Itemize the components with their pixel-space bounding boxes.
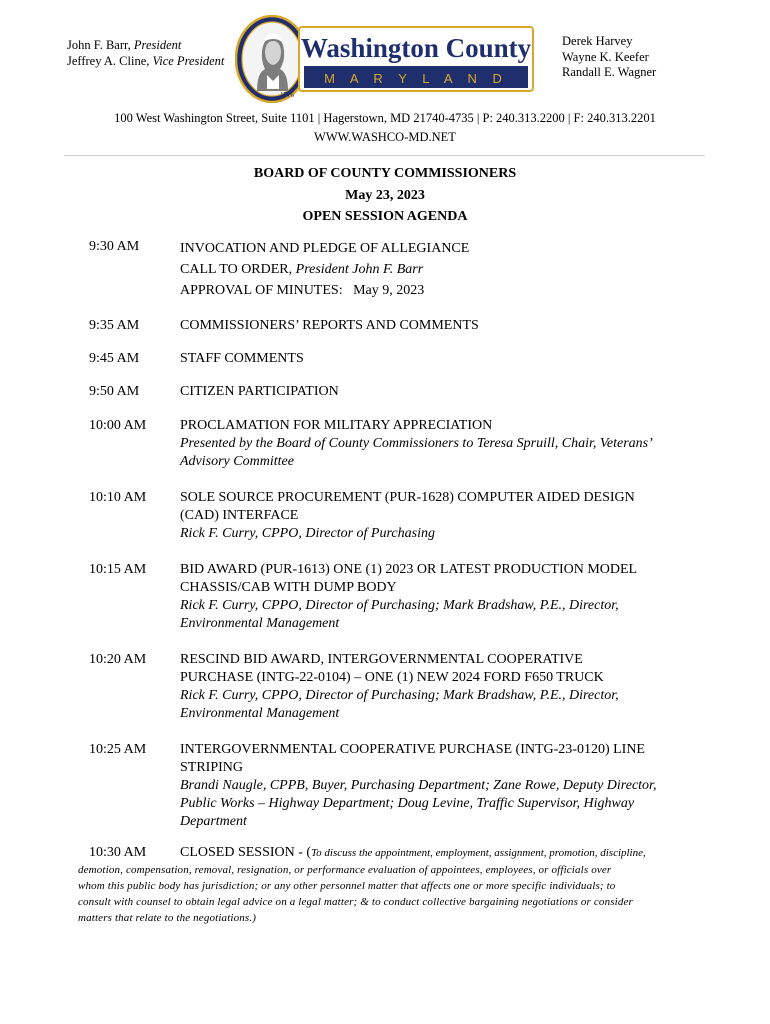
agenda-title-line: STRIPING	[180, 760, 244, 775]
commissioner-name: Randall E. Wagner	[562, 65, 657, 79]
closed-session-note: consult with counsel to obtain legal advice on a legal matter; & to conduct collective bargaining negotiations or consider	[78, 896, 633, 908]
header-divider	[64, 155, 705, 156]
commissioner-name: Derek Harvey	[562, 34, 633, 48]
logo-subtitle: M A R Y L A N D	[324, 71, 508, 86]
county-logo-banner	[298, 26, 534, 92]
agenda-list	[89, 238, 719, 831]
agenda-title-line: INTERGOVERNMENTAL COOPERATIVE PURCHASE (INTG-23-0120) LINE	[180, 742, 645, 757]
agenda-item	[89, 741, 719, 831]
agenda-title-line: (CAD) INTERFACE	[180, 508, 299, 523]
agenda-item	[89, 350, 719, 368]
agenda-title-line: SOLE SOURCE PROCUREMENT (PUR-1628) COMPUTER AIDED DESIGN	[180, 490, 635, 505]
board-name: BOARD OF COUNTY COMMISSIONERS	[253, 166, 517, 181]
agenda-presenter: Advisory Committee	[180, 454, 294, 469]
vice-president-name: Jeffrey A. Cline,	[67, 54, 150, 68]
president-line	[67, 37, 224, 53]
call-to-order-label: CALL TO ORDER,	[180, 262, 293, 277]
president-name: John F. Barr,	[67, 38, 131, 52]
agenda-time: 10:10 AM	[89, 490, 147, 505]
agenda-time: 10:15 AM	[89, 562, 147, 577]
website-link[interactable]: WWW.WASHCO-MD.NET	[314, 130, 456, 144]
agenda-item	[89, 651, 719, 723]
officers-block	[67, 37, 224, 69]
agenda-title-line: CHASSIS/CAB WITH DUMP BODY	[180, 580, 397, 595]
agenda-presenter: Environmental Management	[180, 616, 340, 631]
call-to-order-presider: President John F. Barr	[295, 262, 424, 277]
agenda-time: 10:20 AM	[89, 652, 147, 667]
closed-session-note: whom this public body has jurisdiction; or any other personnel matter that affects one or more specific individuals; to	[78, 880, 616, 892]
agenda-time: 9:30 AM	[89, 239, 140, 254]
agenda-time: 9:35 AM	[89, 318, 140, 333]
closed-session-note: To discuss the appointment, employment, assignment, promotion, discipline,	[311, 847, 646, 859]
agenda-time: 9:45 AM	[89, 351, 140, 366]
agenda-item	[89, 383, 719, 401]
agenda-item	[89, 417, 719, 471]
agenda-presenter: Rick F. Curry, CPPO, Director of Purchasing; Mark Bradshaw, P.E., Director,	[180, 598, 619, 613]
meeting-date: May 23, 2023	[345, 187, 425, 203]
agenda-item	[89, 561, 719, 633]
agenda-presenter: Rick F. Curry, CPPO, Director of Purchasing; Mark Bradshaw, P.E., Director,	[180, 688, 619, 703]
agenda-time: 10:00 AM	[89, 418, 147, 433]
agenda-title	[0, 163, 770, 228]
agenda-item	[89, 238, 719, 301]
agenda-presenter: Brandi Naugle, CPPB, Buyer, Purchasing Department; Zane Rowe, Deputy Director,	[180, 778, 657, 793]
vice-president-line	[67, 53, 224, 69]
closed-session-note: demotion, compensation, removal, resignation, or performance evaluation of appointees, employees, or officials over	[78, 864, 612, 876]
closed-session-note: matters that relate to the negotiations.)	[78, 912, 257, 924]
agenda-presenter: Public Works – Highway Department; Doug Levine, Traffic Supervisor, Highway	[180, 796, 635, 811]
closed-session-item	[78, 844, 707, 926]
agenda-presenter: Presented by the Board of County Commissioners to Teresa Spruill, Chair, Veterans’	[180, 436, 653, 451]
agenda-time: 10:25 AM	[89, 742, 147, 757]
agenda-presenter: Rick F. Curry, CPPO, Director of Purchasing	[180, 526, 435, 541]
president-title: President	[133, 38, 182, 52]
agenda-title-line: INVOCATION AND PLEDGE OF ALLEGIANCE	[180, 241, 470, 256]
address-line: 100 West Washington Street, Suite 1101 | Hagerstown, MD 21740-4735 | P: 240.313.2200 | F: 240.313.2201	[114, 111, 656, 125]
agenda-time: 10:30 AM	[89, 845, 147, 860]
vice-president-title: Vice President	[152, 54, 225, 68]
commissioner-name: Wayne K. Keefer	[562, 49, 649, 64]
agenda-time: 9:50 AM	[89, 384, 140, 399]
agenda-title-line: PROCLAMATION FOR MILITARY APPRECIATION	[180, 418, 493, 433]
agenda-title-line: STAFF COMMENTS	[180, 351, 304, 366]
agenda-title-line: BID AWARD (PUR-1613) ONE (1) 2023 OR LATEST PRODUCTION MODEL	[180, 562, 638, 577]
logo-title: Washington County	[300, 33, 532, 63]
agenda-title-line: COMMISSIONERS’ REPORTS AND COMMENTS	[180, 318, 479, 333]
agenda-presenter: Department	[180, 814, 247, 829]
agenda-item	[89, 489, 719, 543]
agenda-title-line: RESCIND BID AWARD, INTERGOVERNMENTAL COOPERATIVE	[180, 652, 583, 667]
seal-year: 1776	[280, 91, 294, 99]
agenda-title-line: CITIZEN PARTICIPATION	[180, 384, 339, 399]
call-to-order	[180, 259, 719, 280]
closed-session-label: CLOSED SESSION - (	[180, 845, 312, 860]
commissioners-list	[562, 34, 656, 81]
approval-of-minutes: APPROVAL OF MINUTES: May 9, 2023	[180, 283, 425, 298]
agenda-title-line: PURCHASE (INTG-22-0104) – ONE (1) NEW 2024 FORD F650 TRUCK	[180, 670, 604, 685]
agenda-presenter: Environmental Management	[180, 706, 340, 721]
agenda-item	[89, 317, 719, 335]
session-type: OPEN SESSION AGENDA	[302, 209, 468, 224]
